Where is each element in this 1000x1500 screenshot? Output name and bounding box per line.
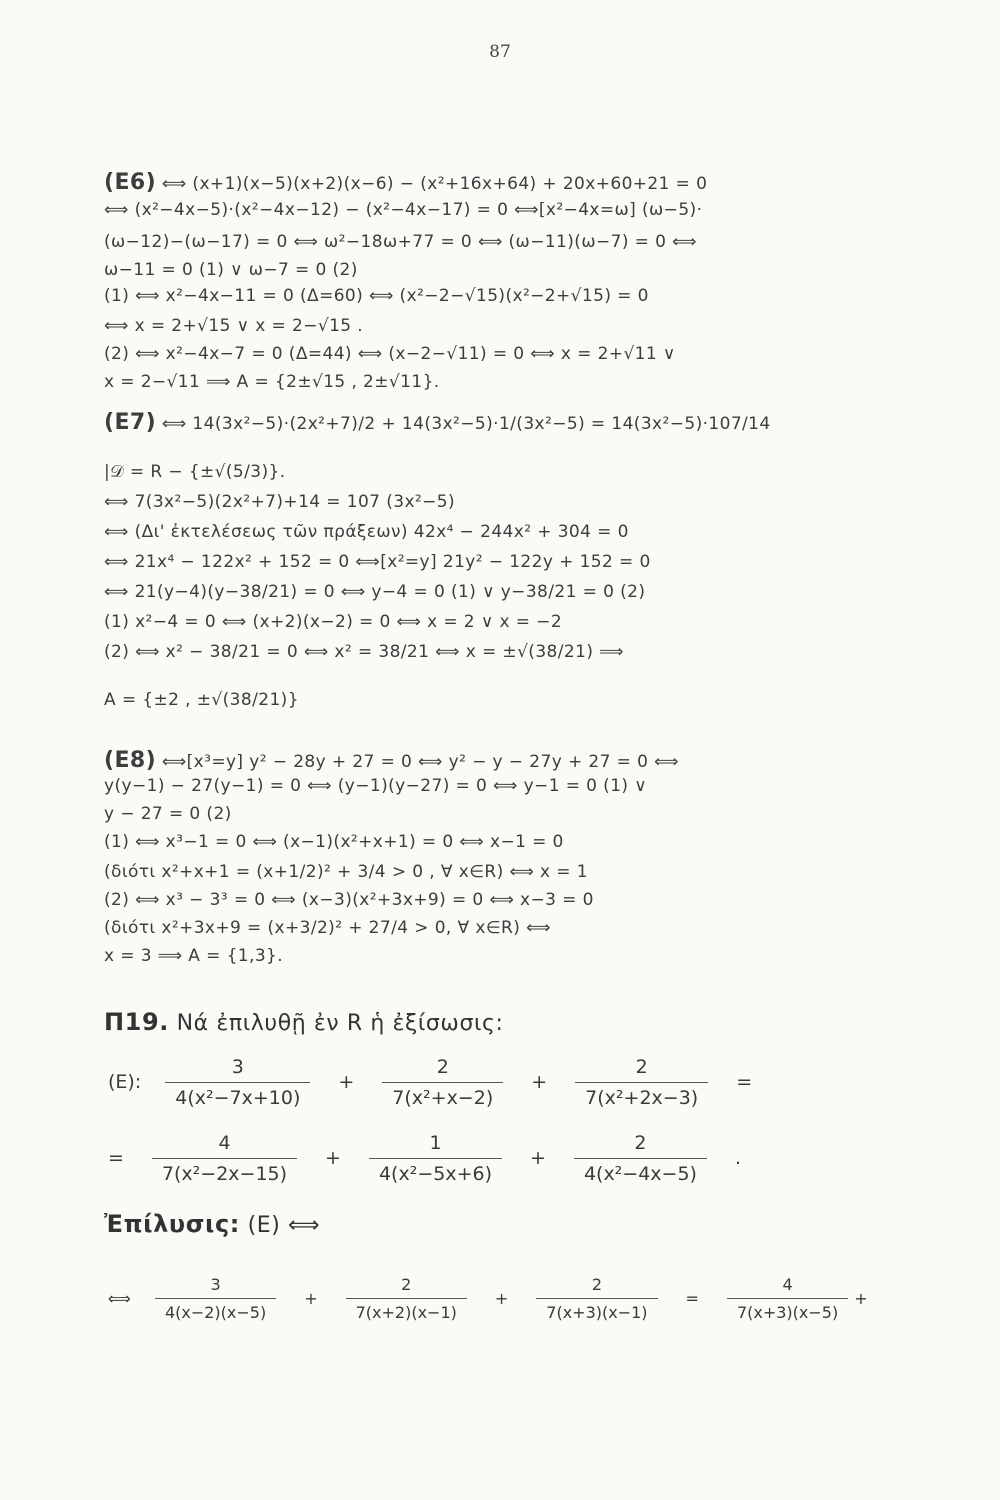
math-line-text: (1) x²−4 = 0 ⟺ (x+2)(x−2) = 0 ⟺ x = 2 ∨ x = −2 [104, 612, 563, 632]
math-line-text: ω−11 = 0 (1) ∨ ω−7 = 0 (2) [104, 260, 358, 280]
math-line-text: x = 3 ⟹ A = {1,3}. [104, 946, 284, 966]
math-line [104, 552, 651, 572]
math-line [104, 170, 707, 195]
problem-heading [104, 1008, 504, 1036]
math-line [104, 642, 624, 662]
math-line [104, 946, 283, 966]
math-line-text: (2) ⟺ x²−4x−7 = 0 (Δ=44) ⟺ (x−2−√11) = 0 ⟺ x = 2+√11 ∨ [104, 344, 676, 364]
math-line-text: ⟺ 7(3x²−5)(2x²+7)+14 = 107 (3x²−5) [104, 492, 456, 512]
plus-sign: + [325, 1147, 341, 1169]
math-line-text: (2) ⟺ x² − 38/21 = 0 ⟺ x² = 38/21 ⟺ x = ±√(38/21) ⟹ [104, 642, 624, 662]
math-line-text: y − 27 = 0 (2) [104, 804, 232, 824]
math-line-text: |𝒟 = R − {±√(5/3)}. [104, 462, 286, 482]
fraction: $\frac{2}{7(x+3)(x-1)}$ [536, 1275, 657, 1322]
math-line-text: ⟺ (x²−4x−5)·(x²−4x−12) − (x²−4x−17) = 0 ⟺[x²−4x=ω] (ω−5)· [104, 200, 703, 220]
math-line-text: A = {±2 , ±√(38/21)} [104, 690, 299, 710]
math-line-text: x = 2−√11 ⟹ A = {2±√15 , 2±√11}. [104, 372, 440, 392]
math-line [104, 776, 647, 796]
equation-row-1 [108, 1042, 928, 1122]
math-line [104, 890, 594, 910]
math-line-text: ⟺ 21(y−4)(y−38/21) = 0 ⟺ y−4 = 0 (1) ∨ y−38/21 = 0 (2) [104, 582, 646, 602]
equation-label: (E): [108, 1071, 142, 1093]
math-line-text: (διότι x²+3x+9 = (x+3/2)² + 27/4 > 0, ∀ x∈R) ⟺ [104, 918, 551, 938]
math-line-text: ⟺ (Δι' ἐκτελέσεως τῶν πράξεων) 42x⁴ − 244x² + 304 = 0 [104, 522, 629, 542]
fraction: $\frac{2}{7(x+2)(x-1)}$ [346, 1275, 467, 1322]
math-line-text: ⟺ (x+1)(x−5)(x+2)(x−6) − (x²+16x+64) + 20x+60+21 = 0 [156, 174, 708, 194]
math-line [104, 260, 358, 280]
solution-heading [104, 1210, 320, 1238]
math-line [104, 316, 363, 336]
fraction: $\frac{2}{\text{7(x²+2x−3)}}$ [575, 1056, 708, 1109]
solution-equation-row [108, 1268, 928, 1328]
equals-sign: = [108, 1147, 124, 1169]
math-line-text: ⟺ x = 2+√15 ∨ x = 2−√15 . [104, 316, 364, 336]
solution-title: Ἐπίλυσις: [104, 1210, 240, 1238]
math-line [104, 344, 676, 364]
math-line [104, 286, 649, 306]
math-line [104, 522, 629, 542]
math-line-text: ⟺ 14(3x²−5)·(2x²+7)/2 + 14(3x²−5)·1/(3x²−5) = 14(3x²−5)·107/14 [156, 414, 771, 434]
math-line [104, 918, 551, 938]
equation-tag: (E6) [104, 170, 157, 195]
math-line-text: (1) ⟺ x³−1 = 0 ⟺ (x−1)(x²+x+1) = 0 ⟺ x−1 = 0 [104, 832, 564, 852]
problem-number: Π19. [104, 1008, 170, 1036]
fraction: $\frac{2}{\text{4(x²−4x−5)}}$ [574, 1132, 707, 1185]
plus-sign: + [530, 1147, 546, 1169]
page-number: 87 [489, 42, 511, 62]
math-line [104, 748, 679, 773]
math-line-text: (2) ⟺ x³ − 3³ = 0 ⟺ (x−3)(x²+3x+9) = 0 ⟺ x−3 = 0 [104, 890, 594, 910]
solution-intro: (E) ⟺ [240, 1213, 321, 1238]
trailing-plus: + [854, 1288, 868, 1308]
math-line [104, 462, 286, 482]
math-line [104, 862, 588, 882]
period: . [734, 1147, 742, 1169]
math-line-text: (1) ⟺ x²−4x−11 = 0 (Δ=60) ⟺ (x²−2−√15)(x²−2+√15) = 0 [104, 286, 649, 306]
equation-tag: (E7) [104, 410, 157, 435]
fraction: $\frac{4}{7(x+3)(x-5)}$ [727, 1275, 848, 1322]
plus-sign: + [494, 1288, 509, 1308]
math-line [104, 200, 702, 220]
math-line-text: (διότι x²+x+1 = (x+1/2)² + 3/4 > 0 , ∀ x∈R) ⟺ x = 1 [104, 862, 588, 882]
math-line [104, 804, 232, 824]
fraction: $\frac{1}{\text{4(x²−5x+6)}}$ [369, 1132, 502, 1185]
math-line-text: (ω−12)−(ω−17) = 0 ⟺ ω²−18ω+77 = 0 ⟺ (ω−11)(ω−7) = 0 ⟺ [104, 232, 697, 252]
fraction: $\frac{3}{\text{4(x²−7x+10)}}$ [165, 1056, 310, 1109]
fraction: $\frac{3}{4(x-2)(x-5)}$ [155, 1275, 276, 1322]
math-line [104, 612, 562, 632]
plus-sign: + [531, 1071, 548, 1093]
fraction: $\frac{4}{\text{7(x²−2x−15)}}$ [152, 1132, 297, 1185]
math-line-text: ⟺[x³=y] y² − 28y + 27 = 0 ⟺ y² − y − 27y + 27 = 0 ⟺ [156, 752, 679, 772]
math-line-text: ⟺ 21x⁴ − 122x² + 152 = 0 ⟺[x²=y] 21y² − 122y + 152 = 0 [104, 552, 651, 572]
equation-row-2 [108, 1118, 928, 1198]
problem-statement: Νά ἐπιλυθῇ ἐν R ἡ ἐξίσωσις: [169, 1011, 504, 1036]
equals-sign: = [685, 1288, 699, 1308]
math-line [104, 582, 645, 602]
equals-sign: = [736, 1071, 753, 1093]
fraction: $\frac{2}{\text{7(x²+x−2)}}$ [382, 1056, 503, 1109]
math-line [104, 690, 299, 710]
math-line [104, 232, 697, 252]
math-line [104, 372, 440, 392]
math-line [104, 832, 564, 852]
plus-sign: + [304, 1288, 318, 1308]
equation-tag: (E8) [104, 748, 157, 773]
equivalence-arrow: ⟺ [108, 1288, 131, 1308]
math-line-text: y(y−1) − 27(y−1) = 0 ⟺ (y−1)(y−27) = 0 ⟺ y−1 = 0 (1) ∨ [104, 776, 648, 796]
math-line [104, 492, 455, 512]
math-line [104, 410, 771, 435]
plus-sign: + [338, 1071, 355, 1093]
